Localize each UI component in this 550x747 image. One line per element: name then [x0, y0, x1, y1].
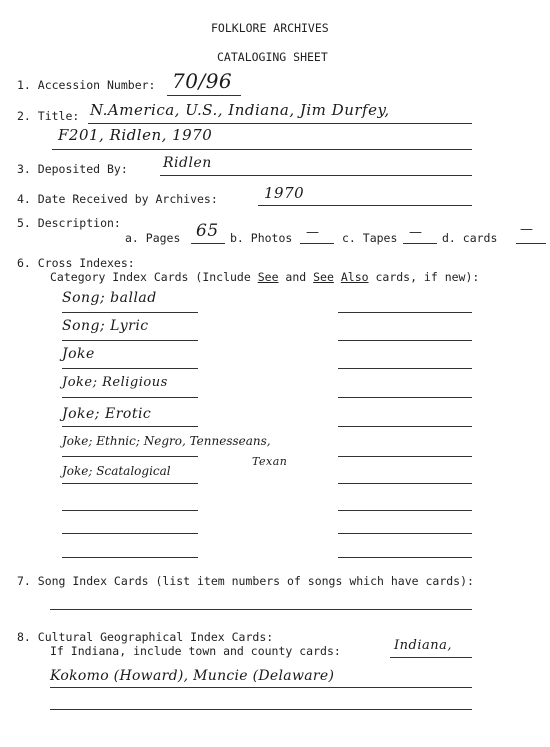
cross-index-entry-5: Joke; Erotic — [62, 406, 152, 422]
song-index-label: 7. Song Index Cards (list item numbers of songs which have cards): — [17, 574, 474, 588]
cultural-value-2: Kokomo (Howard), Muncie (Delaware) — [50, 668, 335, 684]
cross-index-line-right-5 — [338, 426, 472, 427]
pages-label: a. Pages — [125, 231, 181, 245]
photos-line — [300, 243, 334, 244]
cross-index-entry-6: Joke; Ethnic; Negro, Tennesseans, — [62, 434, 271, 448]
cross-index-entry-3: Joke — [62, 346, 95, 362]
cross-index-entry-7: Joke; Scatalogical — [62, 464, 171, 478]
cross-index-line-left-9 — [62, 533, 198, 534]
accession-label: 1. Accession Number: — [17, 78, 156, 92]
cultural-line-3 — [50, 709, 472, 710]
cross-index-line-left-2 — [62, 340, 198, 341]
deposited-line — [160, 175, 472, 176]
cross-index-line-right-1 — [338, 312, 472, 313]
cross-index-entry-6-extra: Texan — [252, 455, 288, 468]
cross-index-line-right-6 — [338, 456, 472, 457]
cross-index-entry-1: Song; ballad — [62, 290, 157, 306]
song-index-line — [50, 609, 472, 610]
title-value-line1: N.America, U.S., Indiana, Jim Durfey, — [90, 101, 390, 119]
tapes-value: — — [409, 225, 423, 240]
title-line-1 — [88, 123, 472, 124]
cross-index-line-left-1 — [62, 312, 198, 313]
cross-index-line-left-4 — [62, 397, 198, 398]
cross-index-line-right-4 — [338, 397, 472, 398]
sheet-title: CATALOGING SHEET — [217, 50, 328, 64]
archive-title: FOLKLORE ARCHIVES — [211, 21, 329, 35]
cross-index-entry-2: Song; Lyric — [62, 318, 149, 334]
photos-label: b. Photos — [230, 231, 293, 245]
cultural-label: 8. Cultural Geographical Index Cards: — [17, 630, 274, 644]
cultural-line-1 — [390, 657, 472, 658]
photos-value: — — [306, 225, 320, 240]
date-received-line — [258, 205, 472, 206]
title-label: 2. Title: — [17, 109, 80, 123]
cross-index-line-right-9 — [338, 533, 472, 534]
title-line-2 — [52, 149, 472, 150]
cross-indexes-label: 6. Cross Indexes: — [17, 256, 135, 270]
cross-index-line-left-6 — [62, 456, 198, 457]
tapes-line — [403, 243, 437, 244]
cross-indexes-instructions: Category Index Cards (Include See and See Also cards, if new): — [50, 270, 480, 284]
cards-line — [516, 243, 546, 244]
pages-value: 65 — [196, 221, 219, 241]
accession-value: 70/96 — [172, 69, 233, 93]
cross-index-line-left-8 — [62, 510, 198, 511]
deposited-value: Ridlen — [163, 155, 212, 171]
cross-index-line-left-3 — [62, 368, 198, 369]
title-value-line2: F201, Ridlen, 1970 — [58, 126, 213, 144]
cross-index-line-right-2 — [338, 340, 472, 341]
cross-index-line-right-8 — [338, 510, 472, 511]
cards-label: d. cards — [442, 231, 498, 245]
pages-line — [191, 243, 225, 244]
cross-index-line-right-7 — [338, 483, 472, 484]
deposited-label: 3. Deposited By: — [17, 162, 128, 176]
cross-index-line-left-10 — [62, 557, 198, 558]
cultural-value-1: Indiana, — [394, 638, 452, 653]
description-label: 5. Description: — [17, 216, 121, 230]
cross-index-line-right-3 — [338, 368, 472, 369]
cross-index-entry-4: Joke; Religious — [62, 375, 168, 390]
date-received-value: 1970 — [264, 184, 305, 202]
accession-line — [167, 95, 241, 96]
cross-index-line-left-7 — [62, 483, 198, 484]
cross-index-line-left-5 — [62, 426, 198, 427]
cultural-instructions: If Indiana, include town and county cards: — [50, 644, 341, 658]
cultural-line-2 — [50, 687, 472, 688]
date-received-label: 4. Date Received by Archives: — [17, 192, 218, 206]
tapes-label: c. Tapes — [342, 231, 398, 245]
cross-index-line-right-10 — [338, 557, 472, 558]
cards-value: — — [520, 222, 534, 237]
